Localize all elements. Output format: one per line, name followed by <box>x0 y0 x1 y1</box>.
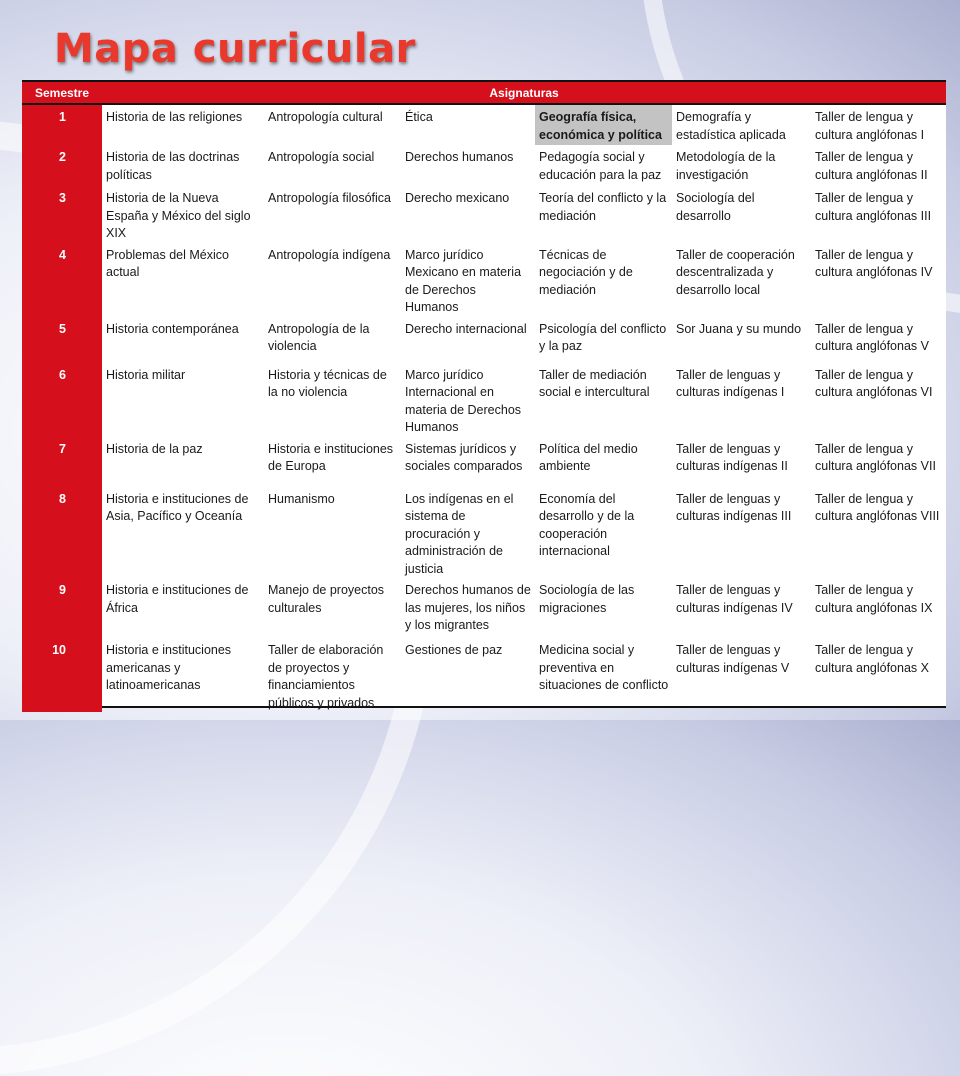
header-semester: Semestre <box>22 82 102 104</box>
subject-cell: Teoría del conflicto y la mediación <box>539 191 667 223</box>
semester-number: 1 <box>22 104 102 145</box>
semester-number: 8 <box>22 487 102 579</box>
subject-cell: Pedagogía social y educación para la paz <box>539 150 662 182</box>
subject-cell: Taller de lenguas y culturas indígenas V <box>676 643 790 675</box>
subject-cell: Manejo de proyectos culturales <box>268 583 385 615</box>
subject-cell: Historia y técnicas de la no violencia <box>268 367 387 399</box>
subject-cell: Derechos humanos de las mujeres, los niños y los migrantes <box>405 583 531 632</box>
subject-cell: Geografía física, económica y política <box>535 104 672 145</box>
subject-cell: Medicina social y preventiva en situaciones de conflicto <box>539 643 669 692</box>
subject-cell: Psicología del conflicto y la paz <box>539 321 667 353</box>
semester-number: 6 <box>22 363 102 437</box>
subject-cell: Sociología del desarrollo <box>676 191 755 223</box>
subject-cell: Sor Juana y su mundo <box>676 321 802 336</box>
subject-cell: Taller de mediación social e intercultural <box>539 367 650 399</box>
table-row <box>22 638 946 712</box>
curriculum-table <box>22 82 946 712</box>
subject-cell: Derecho mexicano <box>405 191 510 205</box>
subject-cell: Antropología filosófica <box>268 191 391 205</box>
subject-cell: Taller de lenguas y culturas indígenas II <box>676 441 788 473</box>
subject-cell: Taller de lengua y cultura anglófonas VIII <box>815 491 940 523</box>
subject-cell: Taller de lenguas y culturas indígenas III <box>676 491 792 523</box>
slide-title: Mapa curricular <box>54 26 416 72</box>
subject-cell: Taller de cooperación descentralizada y desarrollo local <box>676 247 795 297</box>
subject-cell: Taller de lengua y cultura anglófonas II <box>815 150 928 182</box>
subject-cell: Economía del desarrollo y de la cooperación internacional <box>539 491 635 558</box>
subject-cell: Historia e instituciones de África <box>106 583 249 615</box>
semester-number: 2 <box>22 145 102 186</box>
table-row <box>22 104 946 145</box>
subject-cell: Taller de lengua y cultura anglófonas III <box>815 191 932 223</box>
subject-cell: Historia militar <box>106 367 186 382</box>
semester-number: 3 <box>22 186 102 243</box>
subject-cell: Taller de lengua y cultura anglófonas IV <box>815 247 933 279</box>
subject-cell: Historia e instituciones de Asia, Pacífico y Oceanía <box>106 491 249 523</box>
subject-cell: Taller de lengua y cultura anglófonas V <box>815 321 929 353</box>
semester-number: 7 <box>22 437 102 487</box>
subject-cell: Historia contemporánea <box>106 321 239 336</box>
semester-number: 10 <box>22 638 102 712</box>
subject-cell: Los indígenas en el sistema de procuración y administración de justicia <box>405 491 514 576</box>
subject-cell: Taller de lengua y cultura anglófonas X <box>815 643 929 675</box>
table-row <box>22 145 946 186</box>
subject-cell: Demografía y estadística aplicada <box>676 110 786 142</box>
table-row <box>22 578 946 638</box>
subject-cell: Historia de las doctrinas políticas <box>106 150 240 182</box>
subject-cell: Problemas del México actual <box>106 247 229 279</box>
subject-cell: Historia de la paz <box>106 441 203 456</box>
subject-cell: Metodología de la investigación <box>676 150 776 182</box>
subject-cell: Taller de lenguas y culturas indígenas IV <box>676 583 793 615</box>
subject-cell: Historia de las religiones <box>106 110 243 124</box>
table-row <box>22 243 946 317</box>
subject-cell: Antropología cultural <box>268 110 383 124</box>
subject-cell: Taller de elaboración de proyectos y financiamientos públicos y privados <box>268 643 384 710</box>
subject-cell: Política del medio ambiente <box>539 441 638 473</box>
table-row <box>22 437 946 487</box>
semester-number: 4 <box>22 243 102 317</box>
table-header-row <box>22 82 946 104</box>
curriculum-table-container <box>22 80 946 708</box>
subject-cell: Gestiones de paz <box>405 643 503 657</box>
table-row <box>22 487 946 579</box>
subject-cell: Antropología indígena <box>268 247 391 262</box>
subject-cell: Marco jurídico Internacional en materia de Derechos Humanos <box>405 367 522 434</box>
header-subjects: Asignaturas <box>102 82 946 104</box>
subject-cell: Técnicas de negociación y de mediación <box>539 247 633 297</box>
subject-cell: Historia e instituciones de Europa <box>268 441 394 473</box>
semester-number: 5 <box>22 317 102 363</box>
subject-cell: Taller de lengua y cultura anglófonas VII <box>815 441 936 473</box>
table-row <box>22 317 946 363</box>
subject-cell: Historia de la Nueva España y México del siglo XIX <box>106 191 251 240</box>
subject-cell: Derecho internacional <box>405 321 527 336</box>
subject-cell: Antropología de la violencia <box>268 321 370 353</box>
subject-cell: Antropología social <box>268 150 375 164</box>
subject-cell: Marco jurídico Mexicano en materia de Derechos Humanos <box>405 247 522 314</box>
subject-cell: Sistemas jurídicos y sociales comparados <box>405 441 523 473</box>
subject-cell: Humanismo <box>268 491 335 506</box>
subject-cell: Taller de lengua y cultura anglófonas VI <box>815 367 933 399</box>
subject-cell: Derechos humanos <box>405 150 514 164</box>
subject-cell: Sociología de las migraciones <box>539 583 635 615</box>
subject-cell: Taller de lenguas y culturas indígenas I <box>676 367 785 399</box>
table-row <box>22 363 946 437</box>
subject-cell: Taller de lengua y cultura anglófonas IX <box>815 583 933 615</box>
semester-number: 9 <box>22 578 102 638</box>
subject-cell: Ética <box>405 110 433 124</box>
subject-cell: Taller de lengua y cultura anglófonas I <box>815 110 925 142</box>
subject-cell: Historia e instituciones americanas y latinoamericanas <box>106 643 232 692</box>
table-row <box>22 186 946 243</box>
